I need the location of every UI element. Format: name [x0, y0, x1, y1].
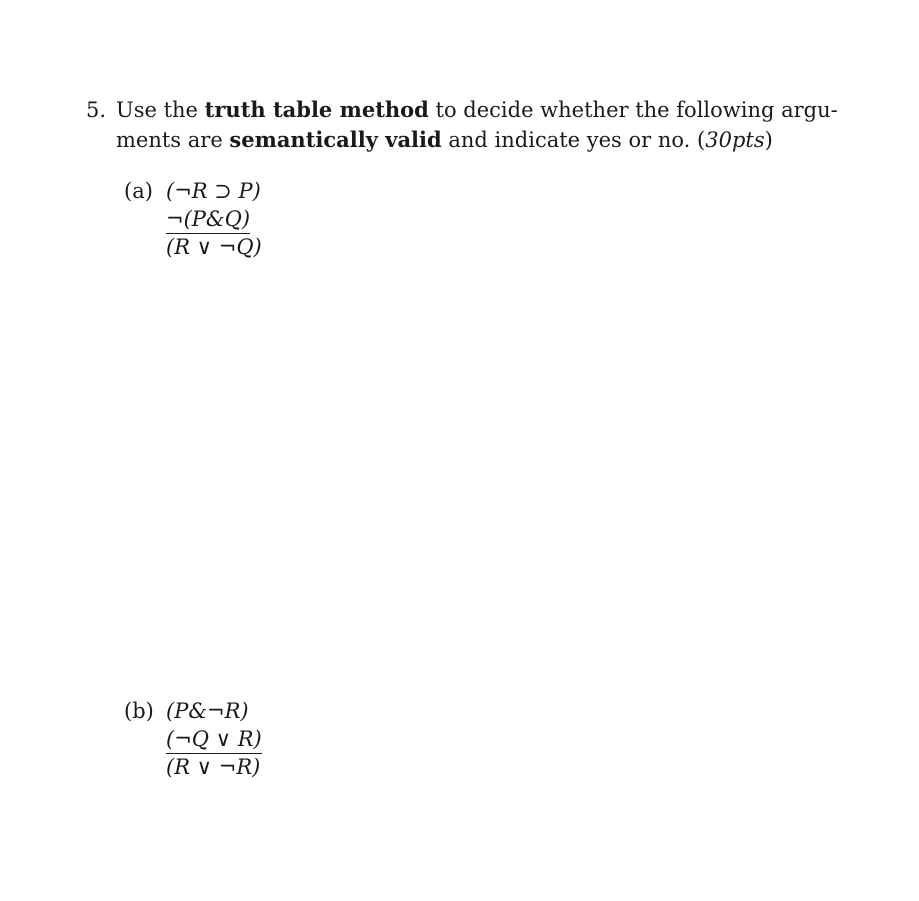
emphasis-truth-table-method: truth table method [204, 97, 429, 122]
premise-2-text: ¬(P&Q) [166, 206, 250, 234]
question-number: 5. [86, 98, 107, 122]
emphasis-semantically-valid: semantically valid [229, 127, 442, 152]
question-text-2b: and indicate yes or no. ( [441, 128, 706, 152]
formula-stack [166, 697, 262, 781]
formula-stack [166, 177, 262, 261]
question-line-1 [86, 95, 838, 125]
question-line-2 [86, 125, 826, 155]
premise-2-text: (¬Q ∨ R) [166, 726, 262, 754]
question-text-2c: ) [764, 128, 773, 152]
conclusion: (R ∨ ¬R) [166, 755, 261, 779]
argument-label: (b) [124, 699, 154, 723]
question-text-1a: Use the [116, 98, 205, 122]
question-5 [86, 95, 838, 155]
argument-label: (a) [124, 179, 153, 203]
points-value: 30pts [705, 128, 765, 152]
question-text-1b: to decide whether the following argu- [428, 98, 838, 122]
question-text-2a: ments are [116, 128, 230, 152]
premise-2 [166, 725, 262, 753]
premise-1: (¬R ⊃ P) [166, 179, 261, 203]
conclusion: (R ∨ ¬Q) [166, 235, 262, 259]
premise-2 [166, 205, 262, 233]
premise-1: (P&¬R) [166, 699, 249, 723]
